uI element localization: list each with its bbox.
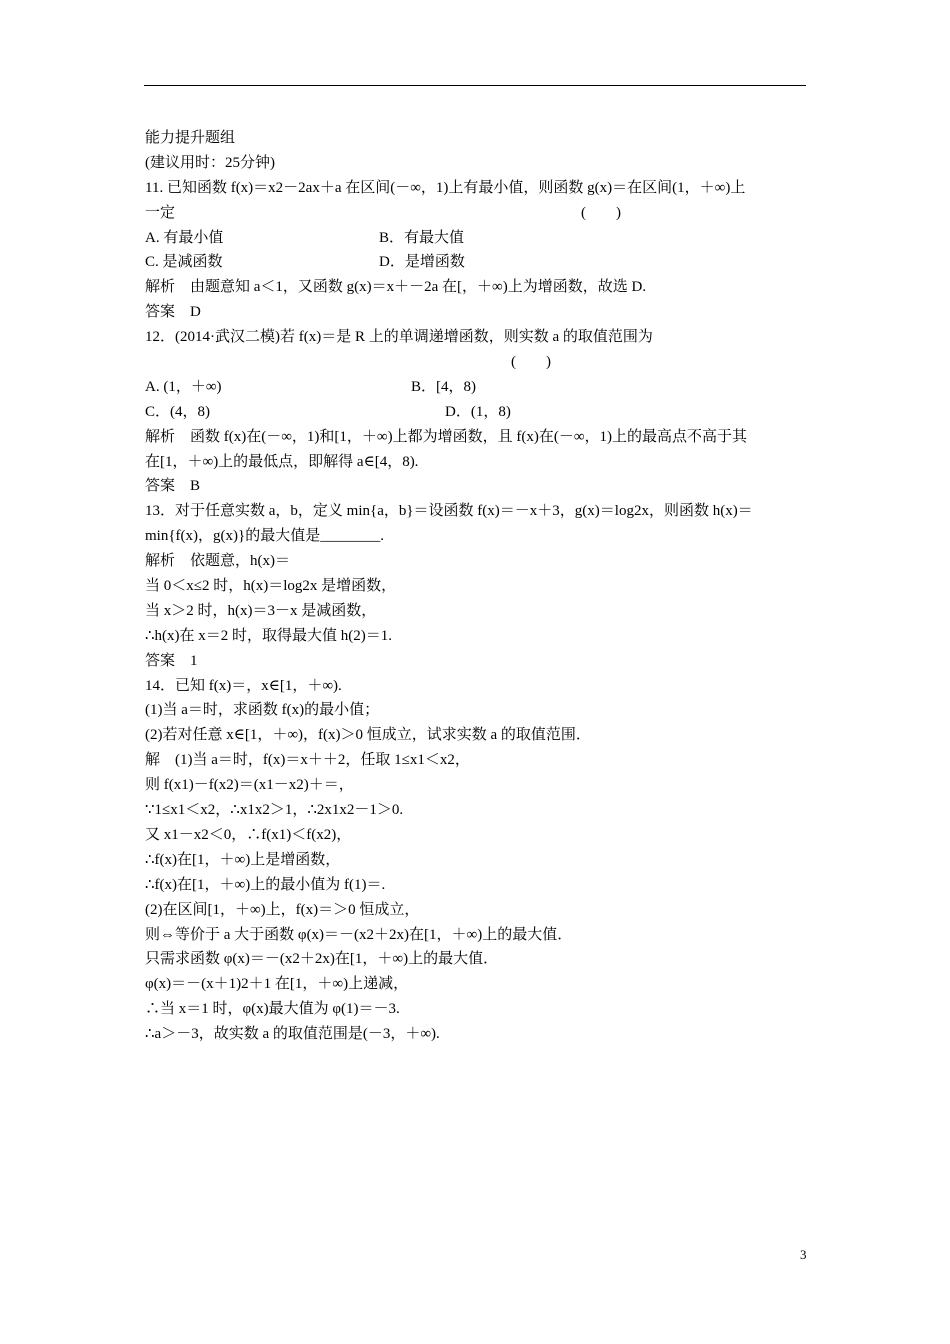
q14-solution-line: 则 f(x1)－f(x2)＝(x1－x2)＋＝，	[145, 777, 354, 794]
q13-analysis: 解析 依题意，h(x)＝	[145, 553, 290, 570]
q13-analysis-line1: 当 0＜x≤2 时，h(x)＝log2x 是增函数，	[145, 578, 397, 595]
q14-solution-line: ∵1≤x1＜x2，∴x1x2＞1，∴2x1x2－1＞0.	[145, 802, 404, 819]
q12-stem: 12．(2014·武汉二模)若 f(x)＝是 R 上的单调递增函数，则实数 a 的取值范围为	[145, 329, 653, 346]
q13-stem-line2: min{f(x)，g(x)}的最大值是________.	[145, 528, 384, 545]
q11-answer-paren: ( )	[581, 204, 621, 221]
q14-solution-line: 则⇔等价于 a 大于函数 φ(x)＝－(x2＋2x)在[1，＋∞)上的最大值．	[145, 926, 573, 943]
q11-stem-line1: 11. 已知函数 f(x)＝x2－2ax＋a 在区间(－∞，1)上有最小值，则函数 g(x)＝在区间(1，＋∞)上	[145, 179, 746, 196]
q11-analysis: 解析 由题意知 a＜1，又函数 g(x)＝x＋－2a 在[，＋∞)上为增函数，故选 D.	[145, 279, 647, 296]
q11-option-a: A. 有最小值	[145, 229, 224, 246]
q11-stem-text: 一定	[145, 204, 176, 221]
q14-solution-line: 只需求函数 φ(x)＝－(x2＋2x)在[1，＋∞)上的最大值．	[145, 951, 499, 968]
section-title: 能力提升题组	[145, 130, 236, 146]
q11-answer: 答案 D	[145, 304, 201, 321]
q14-solution-line: ∴a＞－3，故实数 a 的取值范围是(－3，＋∞).	[145, 1026, 440, 1043]
q13-analysis-line3: ∴h(x)在 x＝2 时，取得最大值 h(2)＝1.	[145, 627, 393, 644]
q11-option-d: D．是增函数	[379, 254, 465, 271]
q12-analysis-line2: 在[1，＋∞)上的最低点，即解得 a∈[4，8).	[145, 453, 419, 470]
q14-part1: (1)当 a＝时，求函数 f(x)的最小值；	[145, 702, 380, 719]
q14-stem: 14．已知 f(x)＝，x∈[1，＋∞).	[145, 677, 342, 694]
q12-option-b: B．[4，8)	[411, 378, 476, 395]
q12-analysis-line1: 解析 函数 f(x)在(－∞，1)和[1，＋∞)上都为增函数，且 f(x)在(－∞，1)上的最高点不高于其	[145, 428, 748, 445]
q14-solution-line: φ(x)＝－(x＋1)2＋1 在[1，＋∞)上递减，	[145, 976, 409, 993]
q12-paren-line	[145, 350, 807, 375]
q12-answer: 答案 B	[145, 478, 201, 495]
q12-answer-paren: ( )	[511, 354, 551, 371]
q12-option-c: C．(4，8)	[145, 403, 210, 420]
page-number: 3	[800, 1247, 807, 1262]
q11-options-cd	[145, 250, 807, 275]
q14-solution-line: (2)在区间[1，＋∞)上，f(x)＝＞0 恒成立，	[145, 901, 420, 918]
q14-solution-line: 又 x1－x2＜0，∴f(x1)＜f(x2)，	[145, 826, 352, 843]
q12-options-cd	[145, 400, 807, 425]
header-rule	[144, 85, 806, 86]
q11-stem-line2	[145, 201, 807, 226]
q14-solution-line: ∴f(x)在[1，＋∞)上的最小值为 f(1)＝.	[145, 876, 386, 893]
q12-option-a: A. (1，＋∞)	[145, 378, 222, 395]
q14-solution-line: 解 (1)当 a＝时，f(x)＝x＋＋2，任取 1≤x1＜x2，	[145, 752, 470, 769]
time-note: (建议用时：25分钟)	[145, 154, 275, 171]
q11-option-c: C. 是减函数	[145, 254, 223, 271]
q14-solution-line: ∴f(x)在[1，＋∞)上是增函数，	[145, 851, 341, 868]
q14-solution-line: ∴当 x＝1 时，φ(x)最大值为 φ(1)＝－3.	[145, 1001, 400, 1018]
q12-options-ab	[145, 375, 807, 400]
q14-part2: (2)若对任意 x∈[1，＋∞)，f(x)＞0 恒成立，试求实数 a 的取值范围．	[145, 727, 591, 744]
q11-options-ab	[145, 226, 807, 251]
document-body	[145, 126, 807, 1047]
q13-answer: 答案 1	[145, 652, 198, 669]
q13-stem-line1: 13．对于任意实数 a，b，定义 min{a，b}＝设函数 f(x)＝－x＋3，g(x)＝log2x，则函数 h(x)＝	[145, 503, 753, 520]
q12-option-d: D．(1，8)	[445, 403, 511, 420]
q11-option-b: B．有最大值	[379, 229, 465, 246]
q13-analysis-line2: 当 x＞2 时，h(x)＝3－x 是减函数，	[145, 602, 377, 619]
